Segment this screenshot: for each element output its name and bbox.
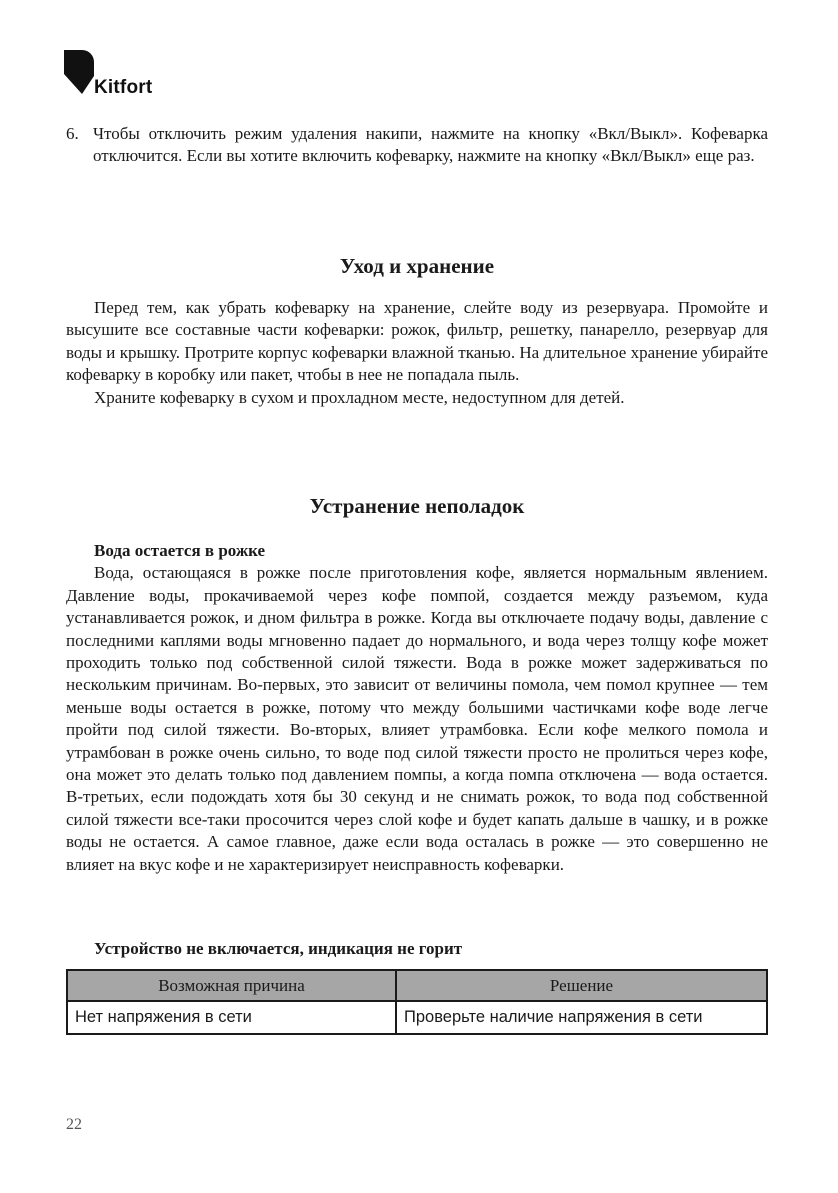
page-number: 22 [66, 1116, 82, 1133]
header-cause: Возможная причина [67, 970, 396, 1001]
troubleshooting-title: Устранение неполадок [309, 494, 525, 518]
header-solution: Решение [396, 970, 767, 1001]
kitfort-logo [64, 50, 224, 100]
care-title: Уход и хранение [339, 254, 495, 278]
water-heading: Вода остается в рожке [94, 541, 266, 560]
step-text: Чтобы отключить режим удаления накипи, нажмите на кнопку «Вкл/Выкл». Кофеварка отключится. Если вы хотите включить кофеварку, нажмите на кнопку «Вкл/Выкл» еще раз. [93, 124, 768, 166]
no-power-heading: Устройство не включается, индикация не горит [94, 939, 463, 958]
logo-text: Kitfort [94, 77, 153, 98]
no-power-section [66, 938, 768, 960]
table-row [67, 1001, 767, 1034]
table-header-row [67, 970, 767, 1001]
kitfort-logo-icon [64, 50, 94, 96]
cell-solution: Проверьте наличие напряжения в сети [396, 1001, 767, 1034]
water-section [66, 540, 768, 876]
care-paragraph-2: Храните кофеварку в сухом и прохладном месте, недоступном для детей. [94, 387, 625, 407]
cell-cause: Нет напряжения в сети [67, 1001, 396, 1034]
care-paragraph-1: Перед тем, как убрать кофеварку на хранение, слейте воду из резервуара. Промойте и высушите все составные части кофеварки: рожок, фильтр, решетку, панарелло, резервуар для воды и крышку. Протрите корпус кофеварки влажной тканью. На длительное хранение убирайте кофеварку в коробку или пакет, чтобы в нее не попадала пыль. [66, 298, 768, 385]
troubleshooting-table [66, 969, 768, 1035]
step-6 [66, 123, 768, 168]
care-section [66, 297, 768, 409]
water-paragraph: Вода, остающаяся в рожке после приготовления кофе, является нормальным явлением. Давление воды, прокачиваемой через кофе помпой, создается между разъемом, куда устанавливается рожок, и дном фильтра в рожке. Когда вы отключаете подачу воды, давление с последними каплями воды мгновенно падает до нормального, и вода через толщу кофе может проходить только под собственной силой тяжести. Вода в рожке может задерживаться по нескольким причинам. Во-первых, это зависит от величины помола, чем помол крупнее — тем меньше воды остается в рожке, потому что между большими частичками кофе воде легче пройти под силой тяжести. Во-вторых, влияет утрамбовка. Если кофе мелкого помола и утрамбован в рожке очень сильно, то воде под силой тяжести просто не пролиться через кофе, она может это делать только под давлением помпы, а когда помпа отключена — вода остается. В-третьих, если подождать хотя бы 30 секунд и не снимать рожок, то вода под собственной силой тяжести все-таки просочится через слой кофе и будет капать дальше в чашку, и в рожке воды не остается. А самое главное, даже если вода осталась в рожке — это совершенно не влияет на вкус кофе и не характеризирует неисправность кофеварки. [66, 563, 768, 874]
step-number: 6. [66, 124, 79, 143]
